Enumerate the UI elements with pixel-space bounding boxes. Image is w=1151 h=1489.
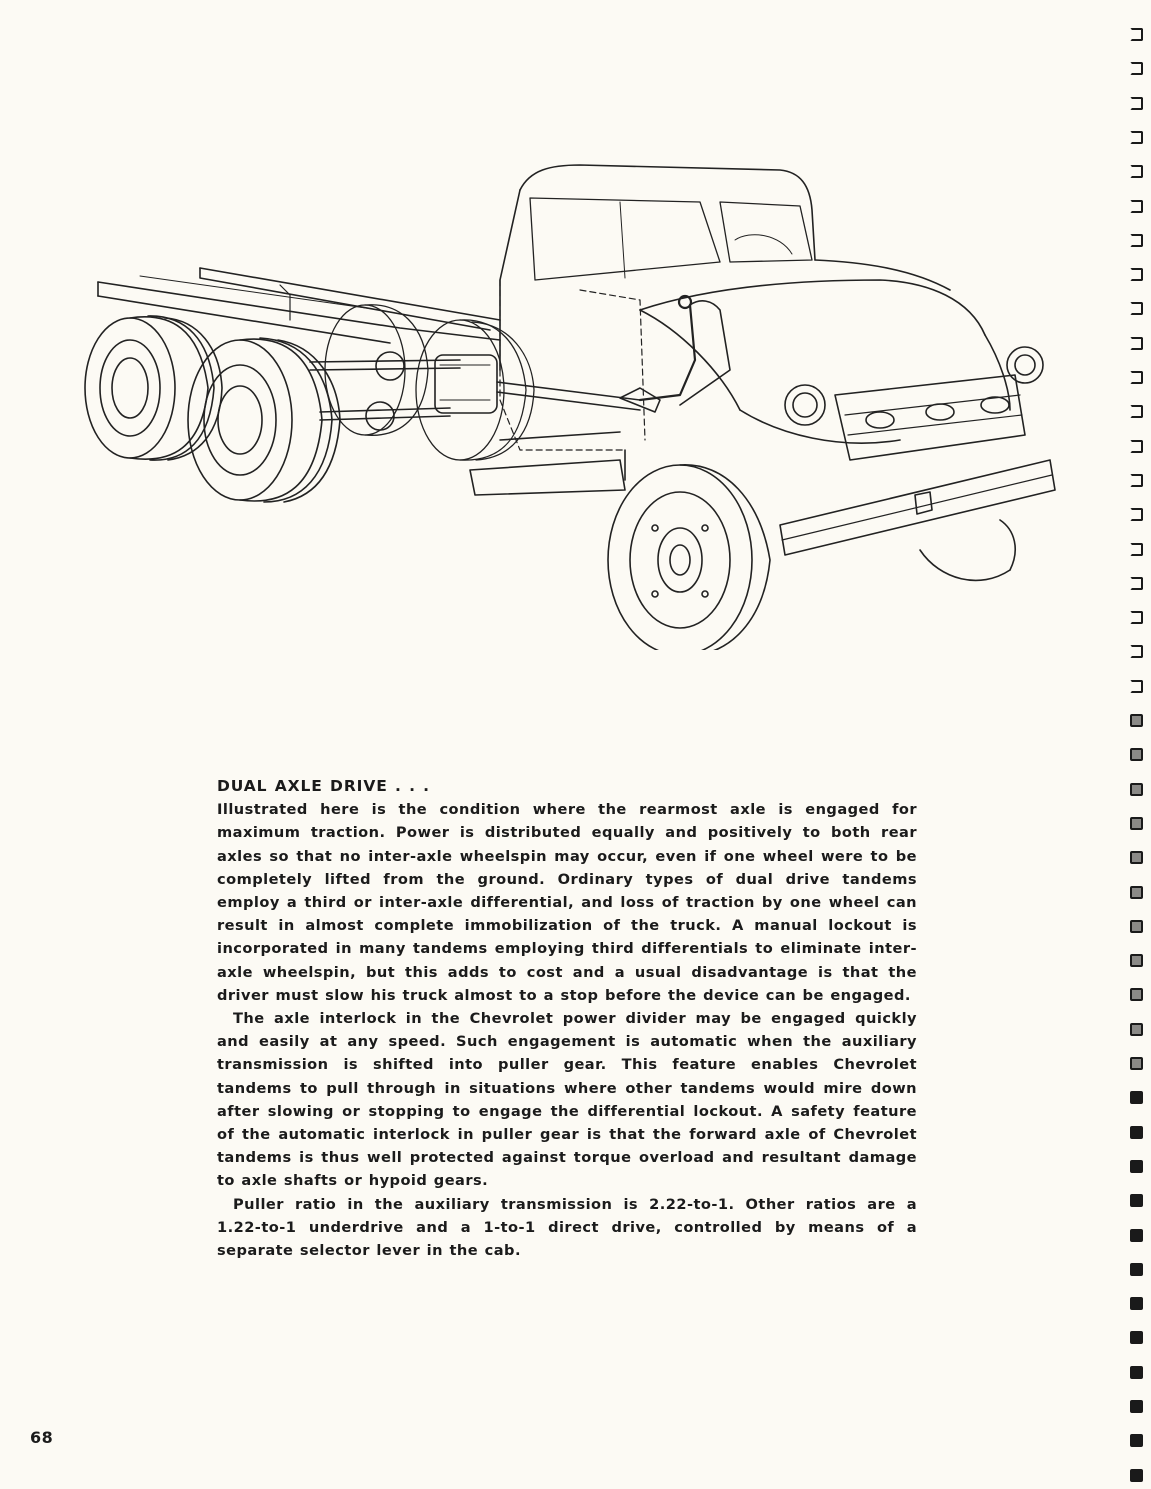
truck-chassis-illustration	[80, 150, 1070, 650]
binding-hole	[1130, 337, 1143, 350]
binding-hole	[1130, 1297, 1143, 1310]
binding-hole	[1130, 1331, 1143, 1344]
paragraph-2: The axle interlock in the Chevrolet power divider may be engaged quickly and easily at any speed. Such engagement is automatic when the auxiliary transmission is shifted into puller gear. This feature enables Chevrolet tandems to pull through in situations where other tandems would mire down after slowing or stopping to engage the differential lockout. A safety feature of the automatic interlock in puller gear is that the forward axle of Chevrolet tandems is thus well protected against torque overload and resultant damage to axle shafts or hypoid gears.	[217, 1010, 917, 1190]
binding-hole	[1130, 440, 1143, 453]
binding-hole	[1130, 851, 1143, 864]
right-front-wheel	[920, 520, 1015, 580]
binding-hole	[1130, 405, 1143, 418]
binding-hole	[1130, 508, 1143, 521]
binding-hole	[1130, 1023, 1143, 1036]
binding-hole	[1130, 645, 1143, 658]
binding-hole	[1130, 611, 1143, 624]
binding-hole	[1130, 714, 1143, 727]
binding-hole	[1130, 234, 1143, 247]
article-heading: DUAL AXLE DRIVE . . .	[217, 777, 430, 795]
paragraph-1: Illustrated here is the condition where the rearmost axle is engaged for maximum traction. Power is distributed equally and positively to both rear axles so that no inter-axle wheelspin may occur, even if one wheel were to be completely lifted from the ground. Ordinary types of dual drive tandems employ a third or inter-axle differential, and loss of traction by one wheel can result in almost complete immobilization of the truck. A manual lockout is incorporated in many tandems employing third differentials to eliminate inter-axle wheelspin, but this adds to cost and a usual disadvantage is that the driver must slow his truck almost to a stop before the device can be engaged.	[217, 801, 917, 1004]
binding-hole	[1130, 200, 1143, 213]
binding-hole	[1130, 268, 1143, 281]
binding-hole	[1130, 371, 1143, 384]
binding-hole	[1130, 1263, 1143, 1276]
binding-hole	[1130, 28, 1143, 41]
hood-fender	[640, 260, 1043, 443]
shift-linkage	[640, 296, 730, 405]
binding-hole	[1130, 1366, 1143, 1379]
binding-hole	[1130, 783, 1143, 796]
article-body	[217, 775, 917, 1262]
rear-wheel-left-outer	[85, 316, 222, 460]
binding-hole	[1130, 817, 1143, 830]
binding-hole	[1130, 1160, 1143, 1173]
binding-hole	[1130, 680, 1143, 693]
binding-hole	[1130, 1057, 1143, 1070]
binding-hole	[1130, 131, 1143, 144]
binding-hole	[1130, 1434, 1143, 1447]
paragraph-3: Puller ratio in the auxiliary transmission is 2.22-to-1. Other ratios are a 1.22-to-1 underdrive and a 1-to-1 direct drive, controlled by means of a separate selector lever in the cab.	[217, 1195, 917, 1260]
binding-hole	[1130, 886, 1143, 899]
binding-hole	[1130, 97, 1143, 110]
drivetrain	[310, 352, 660, 430]
binding-hole	[1130, 920, 1143, 933]
front-wheel	[608, 465, 770, 650]
spiral-binding	[1127, 0, 1151, 1489]
frame-rails	[98, 268, 500, 343]
binding-hole	[1130, 1194, 1143, 1207]
binding-hole	[1130, 1400, 1143, 1413]
grille	[835, 375, 1025, 460]
binding-hole	[1130, 62, 1143, 75]
binding-hole	[1130, 543, 1143, 556]
binding-hole	[1130, 474, 1143, 487]
binding-hole	[1130, 1469, 1143, 1482]
binding-hole	[1130, 577, 1143, 590]
binding-hole	[1130, 165, 1143, 178]
binding-hole	[1130, 954, 1143, 967]
binding-hole	[1130, 1091, 1143, 1104]
binding-hole	[1130, 1229, 1143, 1242]
running-board	[470, 432, 625, 495]
page-number: 68	[30, 1428, 54, 1447]
binding-hole	[1130, 988, 1143, 1001]
binding-hole	[1130, 1126, 1143, 1139]
binding-hole	[1130, 302, 1143, 315]
binding-hole	[1130, 748, 1143, 761]
